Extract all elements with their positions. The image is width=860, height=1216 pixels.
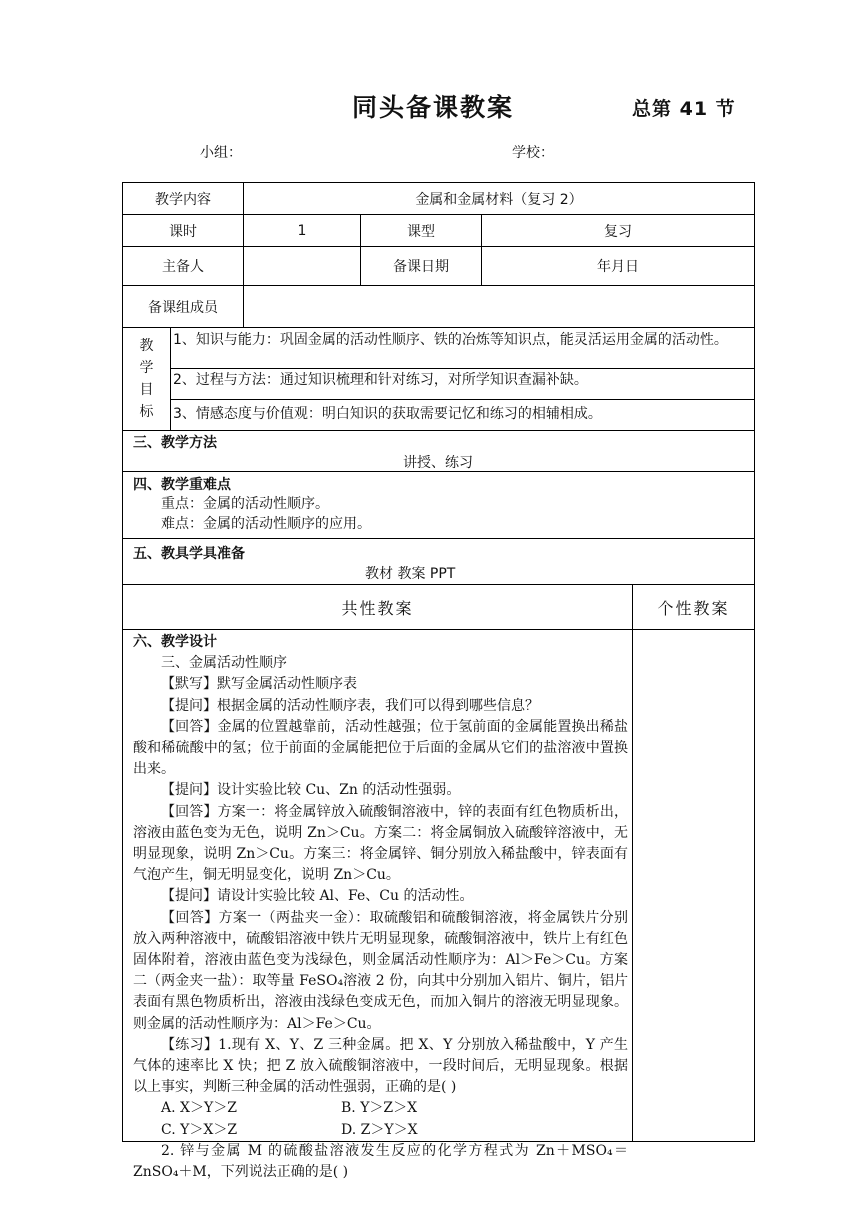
difficulty-row xyxy=(122,472,755,539)
difficult-point: 难点：金属的活动性顺序的应用。 xyxy=(161,516,371,532)
option-c: C. Y＞X＞Z xyxy=(161,1121,238,1138)
key-point: 重点：金属的活动性顺序。 xyxy=(161,496,329,512)
method-value: 讲授、练习 xyxy=(403,455,473,471)
date-label: 备课日期 xyxy=(360,247,481,285)
options-row xyxy=(133,1120,628,1141)
option-d: D. Z＞Y＞X xyxy=(341,1121,418,1138)
method-row xyxy=(122,431,755,472)
options-row xyxy=(133,1098,628,1119)
preparer-label: 主备人 xyxy=(162,259,204,275)
option-a: A. X＞Y＞Z xyxy=(161,1100,237,1117)
hours-value: 1 xyxy=(243,215,360,246)
tools-heading: 五、教具学具准备 xyxy=(133,546,245,562)
common-plan-header: 共性教案 xyxy=(341,598,414,618)
goals-side-char: 教 xyxy=(139,338,154,354)
design-paragraph: 【默写】默写金属活动性顺序表 xyxy=(161,676,357,693)
design-paragraph: 【回答】方案一：将金属锌放入硫酸铜溶液中，锌的表面有红色物质析出，溶液由蓝色变为无色，说明 Zn＞Cu。方案二：将金属铜放入硫酸锌溶液中，无明显现象，说明 Zn＞Cu。方案三：将金属锌、铜分别放入稀盐酸中，锌表面有气泡产生，铜无明显变化，说明 Zn＞Cu。 xyxy=(133,803,628,884)
hours-label: 课时 xyxy=(169,223,197,240)
preparer-row xyxy=(122,247,755,286)
columns-row xyxy=(122,585,755,630)
design-paragraph: 【提问】请设计实验比较 Al、Fe、Cu 的活动性。 xyxy=(161,888,474,905)
option-b: B. Y＞Z＞X xyxy=(341,1100,418,1117)
goals-side-char: 标 xyxy=(139,404,154,420)
content-value: 金属和金属材料（复习 2） xyxy=(243,183,754,214)
design-paragraph: 【回答】方案一（两盐夹一金）：取硫酸铝和硫酸铜溶液，将金属铁片分别放入两种溶液中，硫酸铝溶液中铁片无明显现象，硫酸铜溶液中，铁片上有红色固体附着，溶液由蓝色变为浅绿色，则金属活动性顺序为：Al＞Fe＞Cu。方案二（两金夹一盐）：取等量 FeSO₄溶液 2 份，向其中分别加入铝片、铜片，铝片表面有黑色物质析出，溶液由浅绿色变成无色，而加入铜片的溶液无明显现象。则金属的活动性顺序为：Al＞Fe＞Cu。 xyxy=(133,909,628,1032)
design-heading: 六、教学设计 xyxy=(133,634,217,650)
content-row xyxy=(122,182,755,215)
hours-row xyxy=(122,215,755,247)
goal-knowledge: 1、知识与能力：巩固金属的活动性顺序、铁的冶炼等知识点，能灵活运用金属的活动性。 xyxy=(170,328,754,369)
personal-plan-column xyxy=(632,630,754,1141)
members-label: 备课组成员 xyxy=(148,299,218,316)
section-number: 总第 41 节 xyxy=(632,98,736,120)
lesson-plan-table xyxy=(122,182,755,1181)
tools-row xyxy=(122,539,755,585)
design-paragraph: 【回答】金属的位置越靠前，活动性越强；位于氢前面的金属能置换出稀盐酸和稀硫酸中的氢；位于前面的金属能把位于后面的金属从它们的盐溶液中置换出来。 xyxy=(133,718,628,778)
design-paragraph: 三、金属活动性顺序 xyxy=(161,655,287,672)
goals-side-char: 目 xyxy=(139,382,154,398)
page-title: 同头备课教案 xyxy=(352,93,515,122)
design-paragraph: 【提问】设计实验比较 Cu、Zn 的活动性强弱。 xyxy=(161,782,461,799)
date-value: 年月日 xyxy=(481,247,754,285)
tools-value: 教材 教案 PPT xyxy=(365,566,456,582)
design-content xyxy=(133,632,628,1183)
type-label: 课型 xyxy=(360,215,481,246)
design-paragraph: 【练习】1.现有 X、Y、Z 三种金属。把 X、Y 分别放入稀盐酸中，Y 产生气体的速率比 X 快；把 Z 放入硫酸铜溶液中，一段时间后，无明显现象。根据以上事实，判断三种金属的活动性强弱，正确的是( ) xyxy=(133,1036,628,1096)
content-label: 教学内容 xyxy=(155,191,211,208)
members-row xyxy=(122,286,755,328)
design-paragraph: 【提问】根据金属的活动性顺序表，我们可以得到哪些信息？ xyxy=(161,697,539,714)
personal-plan-header: 个性教案 xyxy=(632,585,754,629)
design-row xyxy=(122,630,755,1181)
goal-process: 2、过程与方法：通过知识梳理和针对练习，对所学知识查漏补缺。 xyxy=(170,369,754,400)
goal-attitude: 3、情感态度与价值观：明白知识的获取需要记忆和练习的相辅相成。 xyxy=(173,406,602,422)
preparer-value xyxy=(243,247,360,285)
group-label: 小组： xyxy=(200,145,242,161)
type-value: 复习 xyxy=(481,215,754,246)
school-label: 学校： xyxy=(512,145,554,161)
goals-side-label xyxy=(123,328,171,430)
members-value xyxy=(243,286,754,327)
goals-side-char: 学 xyxy=(139,360,154,376)
question-2: 2. 锌与金属 M 的硫酸盐溶液发生反应的化学方程式为 Zn＋MSO₄＝ZnSO₄＋M，下列说法正确的是( ) xyxy=(133,1142,628,1181)
difficulty-heading: 四、教学重难点 xyxy=(133,477,231,493)
goals-row xyxy=(122,328,755,431)
method-heading: 三、教学方法 xyxy=(133,435,217,451)
